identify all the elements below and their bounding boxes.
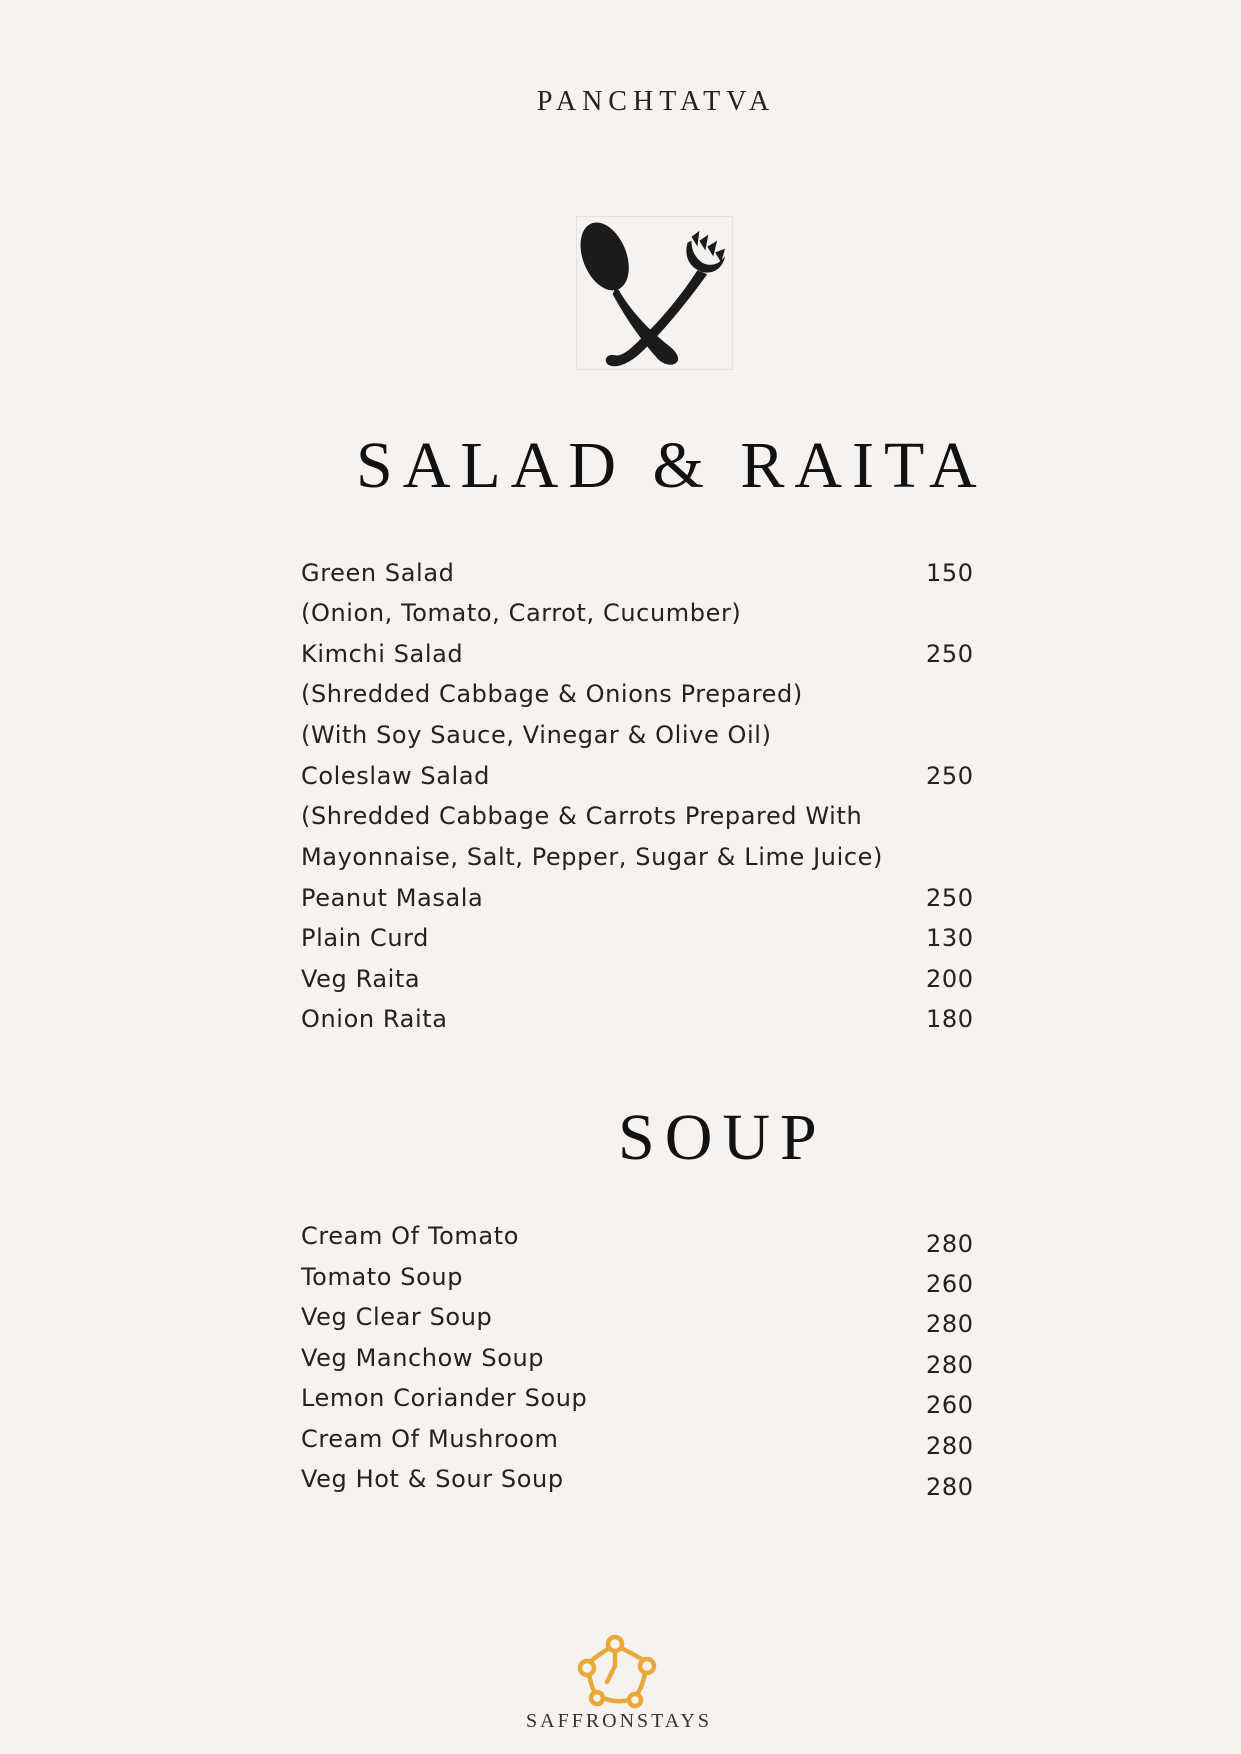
saffronstays-logo-icon [575, 1632, 661, 1712]
menu-item-description: (With Soy Sauce, Vinegar & Olive Oil) [301, 721, 772, 749]
footer-brand-name: SAFFRONSTAYS [526, 1710, 712, 1732]
menu-item-price: 130 [926, 924, 974, 952]
menu-item-name: Cream Of Tomato [301, 1222, 519, 1250]
menu-item-price: 280 [926, 1432, 974, 1460]
menu-item-price: 250 [926, 640, 974, 668]
menu-item-price: 280 [926, 1230, 974, 1258]
menu-item-price: 150 [926, 559, 974, 587]
menu-item-name: Green Salad [301, 559, 455, 587]
menu-item-description: (Shredded Cabbage & Carrots Prepared With [301, 802, 863, 830]
menu-item-name: Plain Curd [301, 924, 430, 952]
menu-item-name: Coleslaw Salad [301, 762, 490, 790]
menu-item-description: (Shredded Cabbage & Onions Prepared) [301, 680, 803, 708]
menu-item-name: Kimchi Salad [301, 640, 464, 668]
menu-item-description: (Onion, Tomato, Carrot, Cucumber) [301, 599, 742, 627]
menu-item-name: Veg Clear Soup [301, 1303, 493, 1331]
menu-item-name: Cream Of Mushroom [301, 1425, 559, 1453]
section-title-salad-raita: SALAD & RAITA [356, 429, 987, 502]
menu-item-name: Peanut Masala [301, 884, 484, 912]
menu-item-description: Mayonnaise, Salt, Pepper, Sugar & Lime Juice) [301, 843, 883, 871]
brand-name: PANCHTATVA [536, 86, 776, 117]
menu-item-name: Onion Raita [301, 1005, 448, 1033]
menu-item-name: Lemon Coriander Soup [301, 1384, 588, 1412]
section-title-soup: SOUP [618, 1101, 827, 1174]
menu-item-name: Veg Raita [301, 965, 421, 993]
menu-item-price: 200 [926, 965, 974, 993]
menu-item-name: Tomato Soup [301, 1263, 464, 1291]
menu-item-price: 280 [926, 1310, 974, 1338]
menu-item-price: 280 [926, 1351, 974, 1379]
spoon-fork-icon [576, 216, 733, 370]
menu-item-price: 280 [926, 1473, 974, 1501]
menu-item-price: 250 [926, 884, 974, 912]
menu-item-price: 260 [926, 1270, 974, 1298]
menu-item-name: Veg Hot & Sour Soup [301, 1465, 564, 1493]
menu-item-name: Veg Manchow Soup [301, 1344, 545, 1372]
menu-item-price: 180 [926, 1005, 974, 1033]
menu-item-price: 250 [926, 762, 974, 790]
menu-item-price: 260 [926, 1391, 974, 1419]
